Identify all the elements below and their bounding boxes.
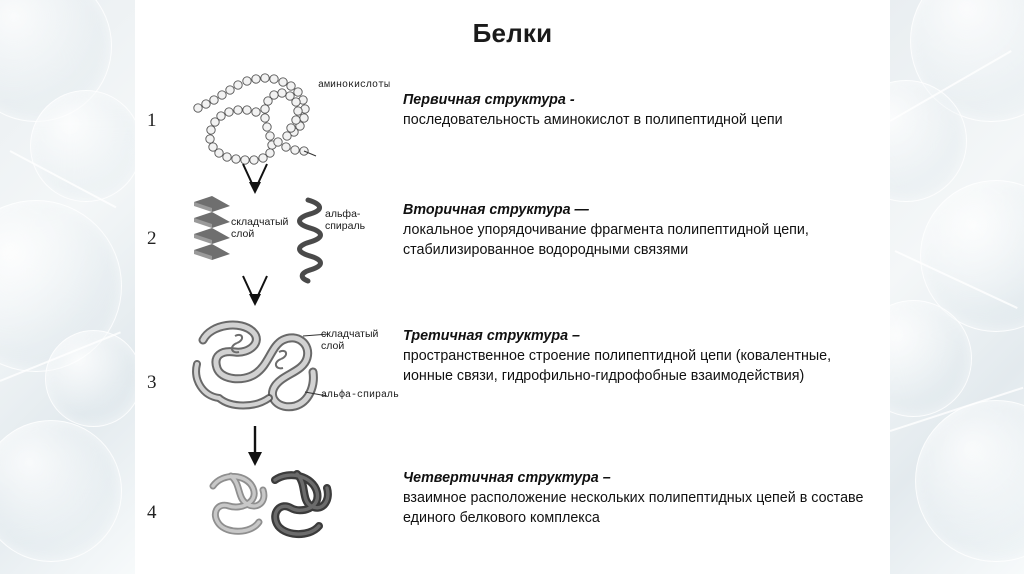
label-alpha-helix-2 xyxy=(325,208,385,232)
level-number-3: 3 xyxy=(147,372,157,393)
level-1-description xyxy=(403,90,853,130)
level-3-body: пространственное строение полипептидной цепи (ковалентные, ионные связи, гидрофильно-гидрофобные взаимодействия) xyxy=(403,348,832,384)
label-beta-sheet-3-line2: слой xyxy=(321,340,345,352)
level-2-heading: Вторичная структура — xyxy=(403,202,589,218)
label-alpha-helix-2-line2: спираль xyxy=(325,220,366,232)
arrow-2-to-3 xyxy=(235,272,275,310)
level-number-1: 1 xyxy=(147,110,157,131)
level-number-4: 4 xyxy=(147,502,157,523)
decorative-left-panel xyxy=(0,0,135,574)
level-3-description xyxy=(403,326,873,386)
label-beta-sheet-2 xyxy=(231,216,297,240)
level-number-2: 2 xyxy=(147,228,157,249)
arrow-1-to-2 xyxy=(235,160,275,198)
page-title: Белки xyxy=(472,18,553,48)
label-beta-sheet-2-line2: слой xyxy=(231,228,255,240)
level-4-heading: Четвертичная структура – xyxy=(403,470,611,486)
level-1-heading: Первичная структура - xyxy=(403,92,575,108)
diagram-canvas xyxy=(135,0,890,574)
level-1-body: последовательность аминокислот в полипептидной цепи xyxy=(403,112,783,128)
level-3-heading: Третичная структура – xyxy=(403,328,580,344)
label-alpha-helix-2-line1: альфа- xyxy=(325,208,361,220)
decorative-bubble xyxy=(0,420,122,562)
beaded-chain-icon xyxy=(190,62,400,172)
level-2-description xyxy=(403,200,863,260)
label-amino-acids: аминокислоты xyxy=(318,80,391,91)
protein-complex-icon xyxy=(197,462,377,552)
level-2-body: локальное упорядочивание фрагмента полипептидной цепи, стабилизированное водородными связями xyxy=(403,222,809,258)
label-beta-sheet-3-line1: складчатый xyxy=(321,328,379,340)
down-arrow-icon xyxy=(235,272,275,310)
decorative-right-panel xyxy=(890,0,1024,574)
quaternary-structure-figure xyxy=(197,462,377,552)
decorative-bubble xyxy=(30,90,135,202)
label-beta-sheet-2-line1: складчатый xyxy=(231,216,289,228)
level-4-body: взаимное расположение нескольких полипептидных цепей в составе единого белкового комплекса xyxy=(403,490,864,526)
level-4-description xyxy=(403,468,873,528)
down-arrow-icon xyxy=(235,160,275,198)
primary-structure-figure xyxy=(190,62,400,172)
decorative-bubble xyxy=(915,400,1024,562)
label-beta-sheet-3 xyxy=(321,328,391,352)
label-alpha-helix-3: альфа-спираль xyxy=(321,390,400,401)
